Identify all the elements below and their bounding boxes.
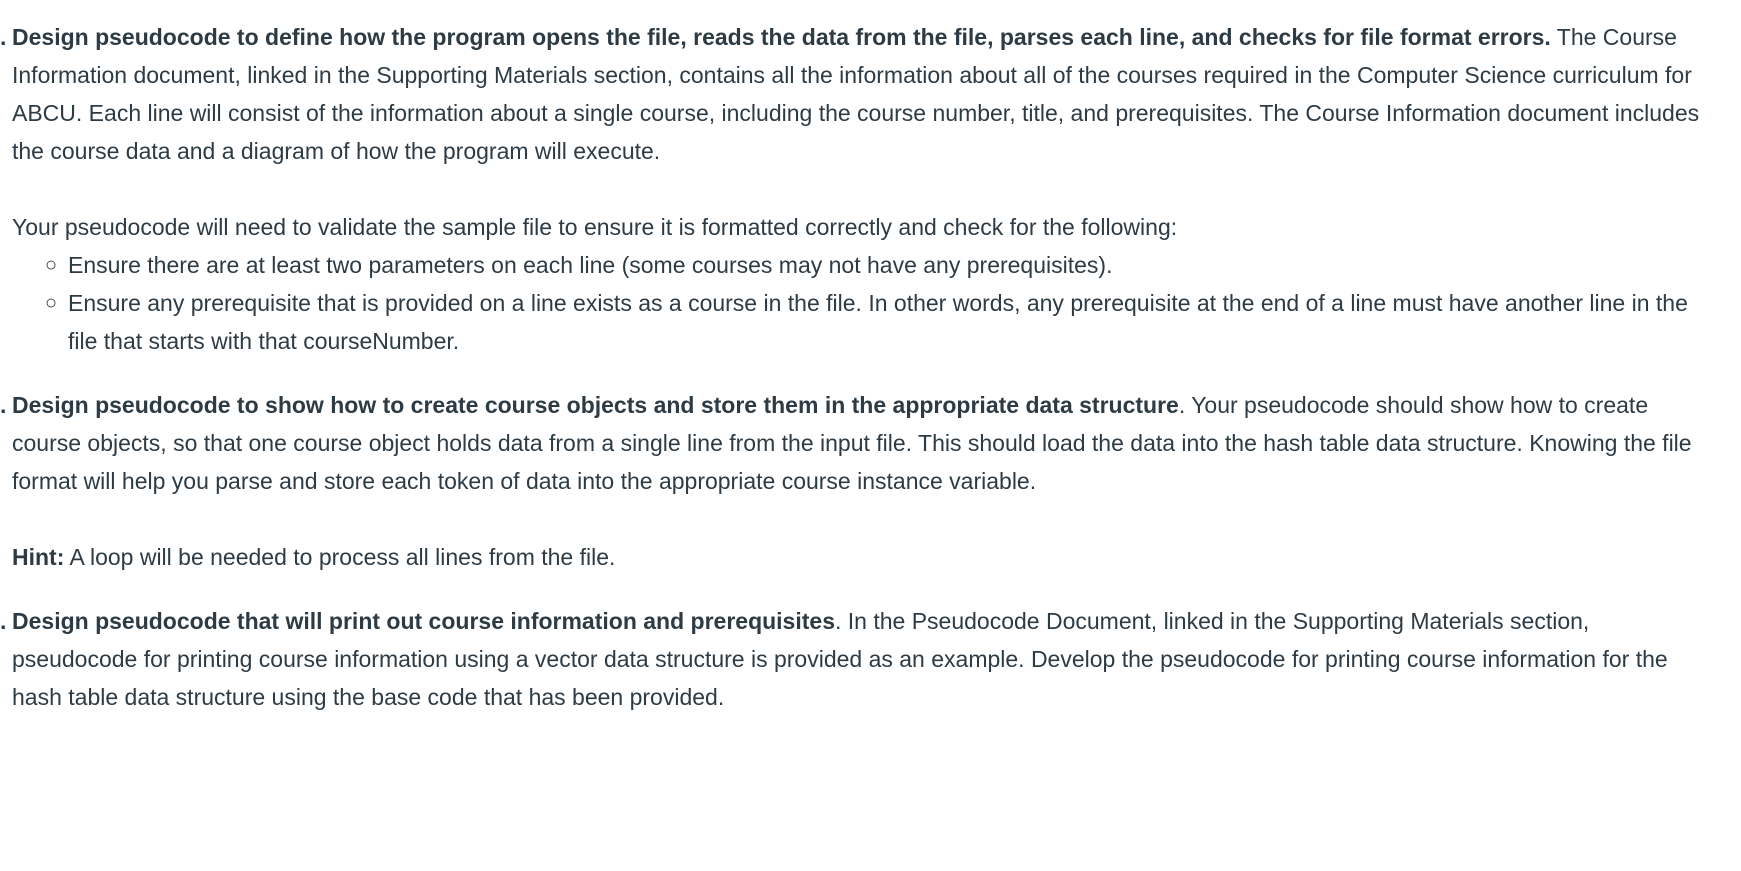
bullet-text: Ensure any prerequisite that is provided on a line exists as a course in the file. In other words, any prerequisite at the end of a line must have another line in the file that starts with that courseNumber. — [68, 290, 1688, 354]
circle-bullet-icon: ○ — [45, 254, 58, 276]
bullet-text: Ensure there are at least two parameters on each line (some courses may not have any prerequisites). — [68, 252, 1113, 278]
hint-paragraph — [12, 538, 1721, 576]
item-heading: Design pseudocode to show how to create course objects and store them in the appropriate data structure — [12, 392, 1179, 418]
validation-list — [0, 246, 1741, 360]
item-paragraph — [12, 602, 1721, 716]
circle-bullet-icon: ○ — [45, 292, 58, 314]
item-marker: . — [0, 608, 7, 634]
item-marker: . — [0, 24, 7, 50]
item-body: The Course Information document, linked in the Supporting Materials section, contains all the information about all of the courses required in the Computer Science curriculum for ABCU. Each line will consist of the information about a single course, including the course number, title, and prerequisites. The Course Information document includes the course data and a diagram of how the program will execute. — [12, 24, 1700, 164]
instruction-item-print-courses — [0, 602, 1741, 716]
instruction-item-course-objects — [0, 386, 1741, 500]
item-paragraph — [12, 386, 1721, 500]
hint-block — [0, 538, 1741, 576]
item-paragraph — [12, 18, 1721, 170]
list-item — [45, 284, 1721, 360]
item-heading: Design pseudocode that will print out course information and prerequisites — [12, 608, 835, 634]
validation-intro-block — [0, 208, 1741, 246]
item-marker: . — [0, 392, 7, 418]
list-item — [45, 246, 1721, 284]
item-body: . In the Pseudocode Document, linked in the Supporting Materials section, pseudocode for printing course information using a vector data structure is provided as an example. Develop the pseudocode for printing course information for the hash table data structure using the base code that has been provided. — [12, 608, 1668, 710]
hint-text: A loop will be needed to process all lines from the file. — [64, 544, 616, 570]
item-body: . Your pseudocode should show how to create course objects, so that one course object holds data from a single line from the input file. This should load the data into the hash table data structure. Knowing the file format will help you parse and store each token of data into the appropriate course instance variable. — [12, 392, 1692, 494]
item-heading: Design pseudocode to define how the program opens the file, reads the data from the file, parses each line, and checks for file format errors. — [12, 24, 1551, 50]
validation-intro: Your pseudocode will need to validate the sample file to ensure it is formatted correctly and check for the following: — [12, 214, 1178, 240]
hint-label: Hint: — [12, 544, 65, 570]
instructions-document — [0, 18, 1741, 716]
instruction-item-file-parsing — [0, 18, 1741, 170]
